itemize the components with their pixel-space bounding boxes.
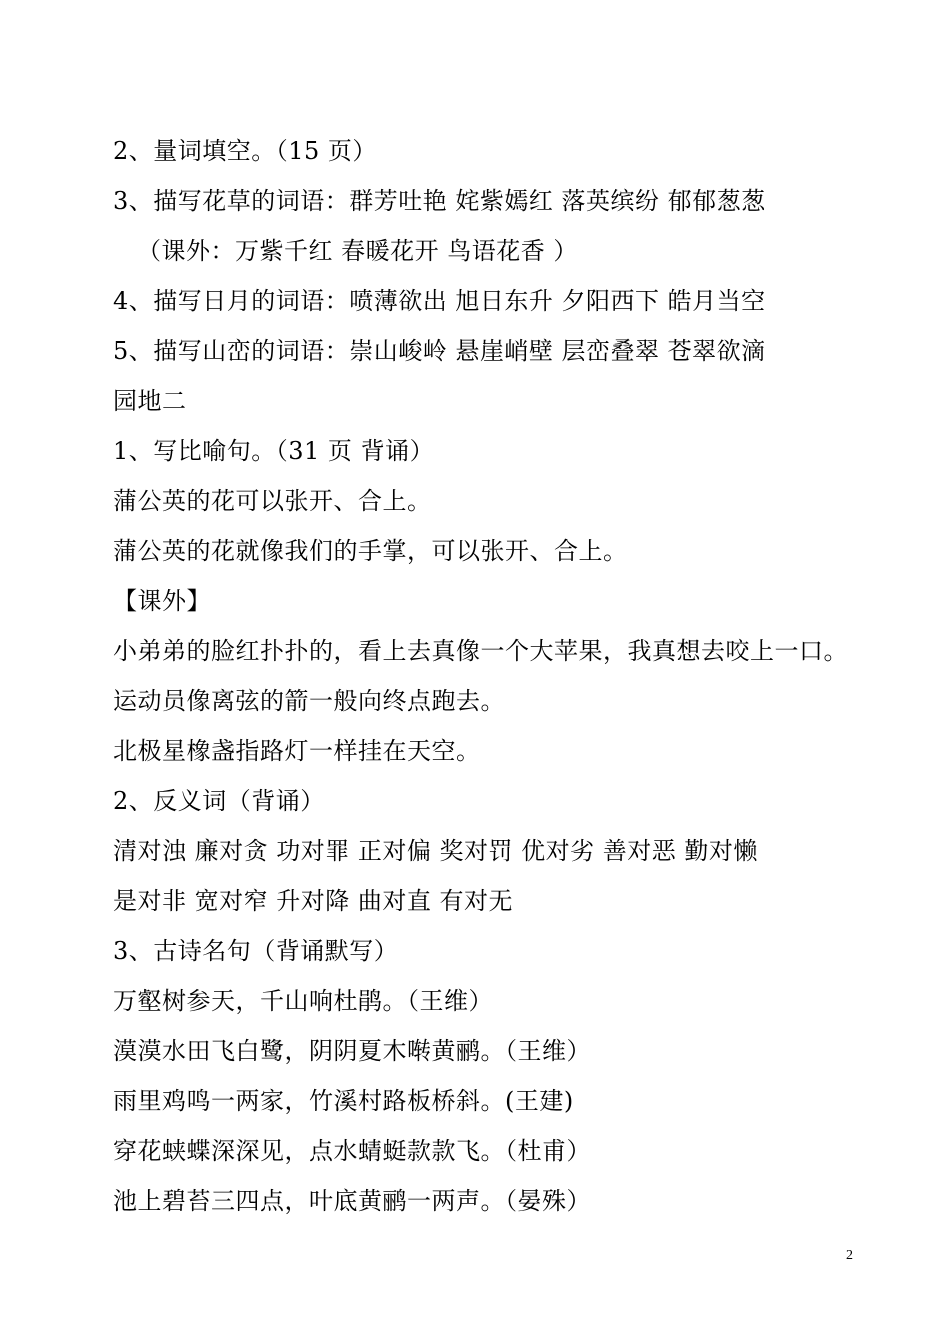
text-line: 4、描写日月的词语：喷薄欲出 旭日东升 夕阳西下 皓月当空	[113, 287, 766, 315]
poem-line: 池上碧苔三四点，叶底黄鹂一两声。（晏殊）	[113, 1187, 591, 1215]
poem-line: 穿花蛱蝶深深见，点水蜻蜓款款飞。（杜甫）	[113, 1137, 591, 1165]
subsection-label: 【课外】	[113, 587, 211, 615]
text-line: 3、古诗名句（背诵默写）	[113, 937, 399, 965]
text-block	[113, 126, 903, 1226]
section-heading: 园地二	[113, 387, 187, 415]
text-line: 北极星橡盏指路灯一样挂在天空。	[113, 737, 481, 765]
text-line: 清对浊 廉对贪 功对罪 正对偏 奖对罚 优对劣 善对恶 勤对懒	[113, 837, 758, 865]
poem-line: 万壑树参天，千山响杜鹃。（王维）	[113, 987, 493, 1015]
text-line: （课外：万紫千红 春暖花开 鸟语花香 ）	[137, 237, 578, 265]
text-line: 运动员像离弦的箭一般向终点跑去。	[113, 687, 505, 715]
text-line: 2、反义词（背诵）	[113, 787, 325, 815]
poem-line: 雨里鸡鸣一两家，竹溪村路板桥斜。(王建)	[113, 1087, 574, 1115]
text-line: 蒲公英的花就像我们的手掌，可以张开、合上。	[113, 537, 628, 565]
text-line: 1、写比喻句。（31 页 背诵）	[113, 437, 435, 465]
text-line: 3、描写花草的词语：群芳吐艳 姹紫嫣红 落英缤纷 郁郁葱葱	[113, 187, 766, 215]
text-line: 是对非 宽对窄 升对降 曲对直 有对无	[113, 887, 514, 915]
text-line: 2、量词填空。（15 页）	[113, 137, 377, 165]
poem-line: 漠漠水田飞白鹭，阴阴夏木啭黄鹂。（王维）	[113, 1037, 591, 1065]
text-line: 蒲公英的花可以张开、合上。	[113, 487, 432, 515]
text-line: 5、描写山峦的词语：崇山峻岭 悬崖峭壁 层峦叠翠 苍翠欲滴	[113, 337, 766, 365]
text-line: 小弟弟的脸红扑扑的，看上去真像一个大苹果，我真想去咬上一口。	[113, 637, 848, 665]
page-number: 2	[846, 1248, 853, 1263]
